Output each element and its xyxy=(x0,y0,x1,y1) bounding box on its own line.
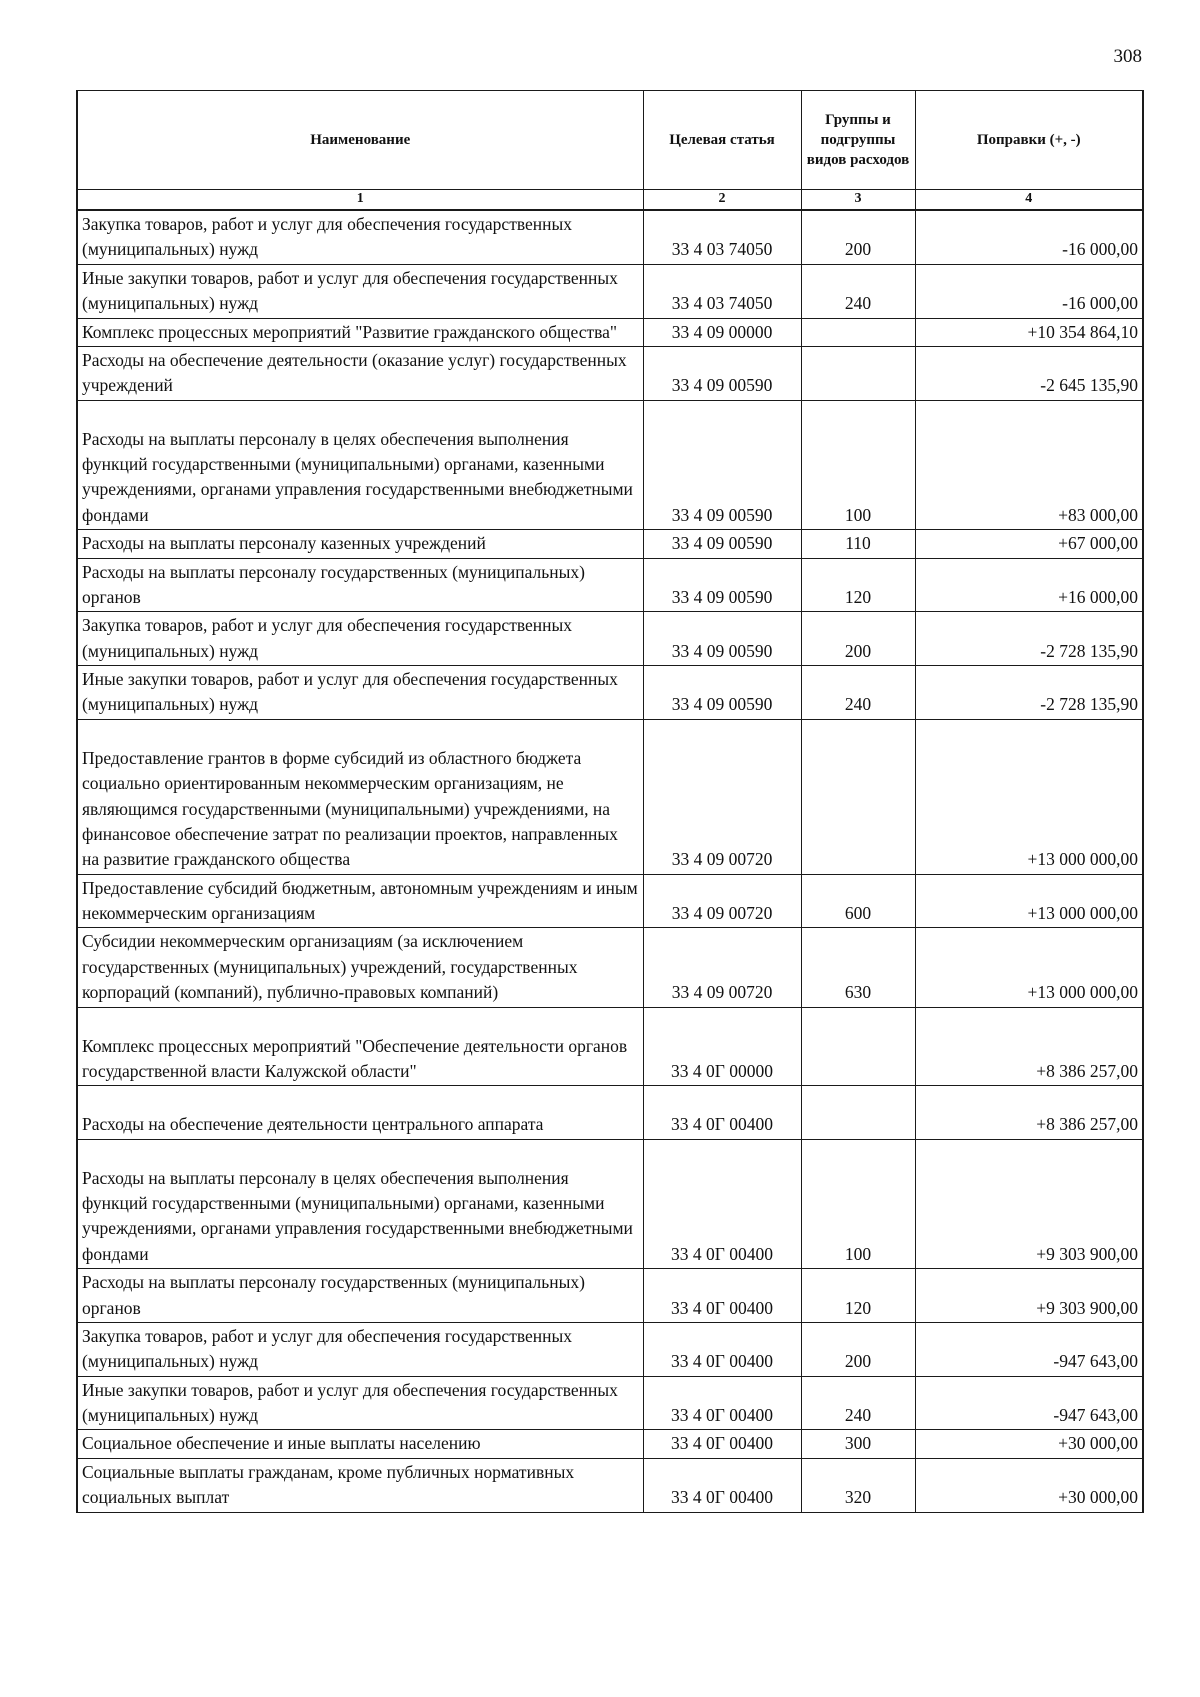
row-target-article: 33 4 0Г 00400 xyxy=(643,1086,801,1139)
row-expense-group xyxy=(801,719,915,874)
column-number-row xyxy=(77,190,1143,211)
table-row xyxy=(77,928,1143,1007)
row-amendment-amount: -2 728 135,90 xyxy=(915,666,1143,720)
row-name: Предоставление субсидий бюджетным, автономным учреждениям и иным некоммерческим организациям xyxy=(77,874,643,928)
table-row xyxy=(77,400,1143,530)
header-target-article: Целевая статья xyxy=(643,91,801,190)
table-row xyxy=(77,264,1143,318)
row-expense-group: 200 xyxy=(801,1322,915,1376)
table-row xyxy=(77,210,1143,264)
row-expense-group: 100 xyxy=(801,1139,915,1269)
row-name: Закупка товаров, работ и услуг для обеспечения государственных (муниципальных) нужд xyxy=(77,1322,643,1376)
row-expense-group: 100 xyxy=(801,400,915,530)
row-name: Предоставление грантов в форме субсидий из областного бюджета социально ориентированным некоммерческим организациям, не являющимся государственными (муниципальными) учреждениями, на финансовое обеспечение затрат по реализации проектов, направленных на развитие гражданского общества xyxy=(77,719,643,874)
table-row xyxy=(77,719,1143,874)
row-amendment-amount: +83 000,00 xyxy=(915,400,1143,530)
row-name: Расходы на выплаты персоналу в целях обеспечения выполнения функций государственными (муниципальными) органами, казенными учреждениями, органами управления государственными внебюджетными фондами xyxy=(77,400,643,530)
row-target-article: 33 4 09 00590 xyxy=(643,612,801,666)
row-expense-group: 300 xyxy=(801,1430,915,1458)
row-amendment-amount: -2 728 135,90 xyxy=(915,612,1143,666)
row-target-article: 33 4 09 00720 xyxy=(643,874,801,928)
row-expense-group: 240 xyxy=(801,1376,915,1430)
row-expense-group: 240 xyxy=(801,264,915,318)
row-target-article: 33 4 03 74050 xyxy=(643,210,801,264)
row-amendment-amount: +67 000,00 xyxy=(915,530,1143,558)
row-target-article: 33 4 09 00000 xyxy=(643,318,801,346)
table-body xyxy=(77,210,1143,1512)
row-name: Социальные выплаты гражданам, кроме публичных нормативных социальных выплат xyxy=(77,1458,643,1512)
row-expense-group: 200 xyxy=(801,612,915,666)
budget-amendments-table xyxy=(76,90,1144,1513)
row-amendment-amount: -16 000,00 xyxy=(915,264,1143,318)
row-amendment-amount: +30 000,00 xyxy=(915,1458,1143,1512)
column-number: 4 xyxy=(915,190,1143,211)
header-amendments: Поправки (+, -) xyxy=(915,91,1143,190)
row-name: Иные закупки товаров, работ и услуг для обеспечения государственных (муниципальных) нужд xyxy=(77,666,643,720)
row-expense-group: 110 xyxy=(801,530,915,558)
row-target-article: 33 4 0Г 00400 xyxy=(643,1430,801,1458)
row-target-article: 33 4 09 00720 xyxy=(643,928,801,1007)
row-amendment-amount: +8 386 257,00 xyxy=(915,1086,1143,1139)
table-row xyxy=(77,1007,1143,1086)
row-amendment-amount: +9 303 900,00 xyxy=(915,1139,1143,1269)
row-expense-group: 120 xyxy=(801,558,915,612)
row-target-article: 33 4 0Г 00400 xyxy=(643,1139,801,1269)
row-expense-group xyxy=(801,318,915,346)
table-row xyxy=(77,1269,1143,1323)
row-amendment-amount: +13 000 000,00 xyxy=(915,719,1143,874)
row-name: Иные закупки товаров, работ и услуг для обеспечения государственных (муниципальных) нужд xyxy=(77,264,643,318)
row-target-article: 33 4 09 00720 xyxy=(643,719,801,874)
row-expense-group: 630 xyxy=(801,928,915,1007)
table-row xyxy=(77,530,1143,558)
table-row xyxy=(77,1086,1143,1139)
row-name: Расходы на обеспечение деятельности центрального аппарата xyxy=(77,1086,643,1139)
page-number: 308 xyxy=(1113,46,1142,67)
row-name: Закупка товаров, работ и услуг для обеспечения государственных (муниципальных) нужд xyxy=(77,612,643,666)
header-name: Наименование xyxy=(77,91,643,190)
column-number: 2 xyxy=(643,190,801,211)
row-name: Субсидии некоммерческим организациям (за исключением государственных (муниципальных) учреждений, государственных корпораций (компаний), публично-правовых компаний) xyxy=(77,928,643,1007)
row-name: Комплекс процессных мероприятий "Развитие гражданского общества" xyxy=(77,318,643,346)
row-target-article: 33 4 09 00590 xyxy=(643,666,801,720)
row-target-article: 33 4 0Г 00000 xyxy=(643,1007,801,1086)
row-name: Социальное обеспечение и иные выплаты населению xyxy=(77,1430,643,1458)
row-target-article: 33 4 0Г 00400 xyxy=(643,1322,801,1376)
table-row xyxy=(77,318,1143,346)
header-expense-groups: Группы и подгруппы видов расходов xyxy=(801,91,915,190)
row-expense-group xyxy=(801,1007,915,1086)
column-number: 1 xyxy=(77,190,643,211)
row-target-article: 33 4 09 00590 xyxy=(643,400,801,530)
row-target-article: 33 4 0Г 00400 xyxy=(643,1458,801,1512)
row-name: Закупка товаров, работ и услуг для обеспечения государственных (муниципальных) нужд xyxy=(77,210,643,264)
row-target-article: 33 4 0Г 00400 xyxy=(643,1376,801,1430)
table-row xyxy=(77,558,1143,612)
row-amendment-amount: +10 354 864,10 xyxy=(915,318,1143,346)
row-name: Расходы на выплаты персоналу в целях обеспечения выполнения функций государственными (муниципальными) органами, казенными учреждениями, органами управления государственными внебюджетными фондами xyxy=(77,1139,643,1269)
row-name: Расходы на выплаты персоналу государственных (муниципальных) органов xyxy=(77,1269,643,1323)
table-row xyxy=(77,1139,1143,1269)
row-name: Расходы на выплаты персоналу казенных учреждений xyxy=(77,530,643,558)
row-name: Расходы на обеспечение деятельности (оказание услуг) государственных учреждений xyxy=(77,346,643,400)
table-row xyxy=(77,1430,1143,1458)
row-amendment-amount: -947 643,00 xyxy=(915,1322,1143,1376)
row-target-article: 33 4 03 74050 xyxy=(643,264,801,318)
row-name: Комплекс процессных мероприятий "Обеспечение деятельности органов государственной власти Калужской области" xyxy=(77,1007,643,1086)
row-amendment-amount: +13 000 000,00 xyxy=(915,928,1143,1007)
row-target-article: 33 4 0Г 00400 xyxy=(643,1269,801,1323)
row-expense-group: 240 xyxy=(801,666,915,720)
table-row xyxy=(77,1376,1143,1430)
row-amendment-amount: -16 000,00 xyxy=(915,210,1143,264)
row-expense-group xyxy=(801,1086,915,1139)
row-name: Иные закупки товаров, работ и услуг для обеспечения государственных (муниципальных) нужд xyxy=(77,1376,643,1430)
row-amendment-amount: -947 643,00 xyxy=(915,1376,1143,1430)
table-row xyxy=(77,874,1143,928)
column-number: 3 xyxy=(801,190,915,211)
row-target-article: 33 4 09 00590 xyxy=(643,558,801,612)
row-expense-group: 200 xyxy=(801,210,915,264)
row-amendment-amount: +8 386 257,00 xyxy=(915,1007,1143,1086)
row-expense-group xyxy=(801,346,915,400)
row-expense-group: 120 xyxy=(801,1269,915,1323)
row-name: Расходы на выплаты персоналу государственных (муниципальных) органов xyxy=(77,558,643,612)
table-row xyxy=(77,1322,1143,1376)
row-amendment-amount: -2 645 135,90 xyxy=(915,346,1143,400)
row-target-article: 33 4 09 00590 xyxy=(643,530,801,558)
table-row xyxy=(77,612,1143,666)
header-row xyxy=(77,91,1143,190)
table-row xyxy=(77,666,1143,720)
row-expense-group: 600 xyxy=(801,874,915,928)
row-expense-group: 320 xyxy=(801,1458,915,1512)
row-amendment-amount: +9 303 900,00 xyxy=(915,1269,1143,1323)
row-amendment-amount: +13 000 000,00 xyxy=(915,874,1143,928)
table-row xyxy=(77,1458,1143,1512)
row-amendment-amount: +30 000,00 xyxy=(915,1430,1143,1458)
row-amendment-amount: +16 000,00 xyxy=(915,558,1143,612)
row-target-article: 33 4 09 00590 xyxy=(643,346,801,400)
table-row xyxy=(77,346,1143,400)
